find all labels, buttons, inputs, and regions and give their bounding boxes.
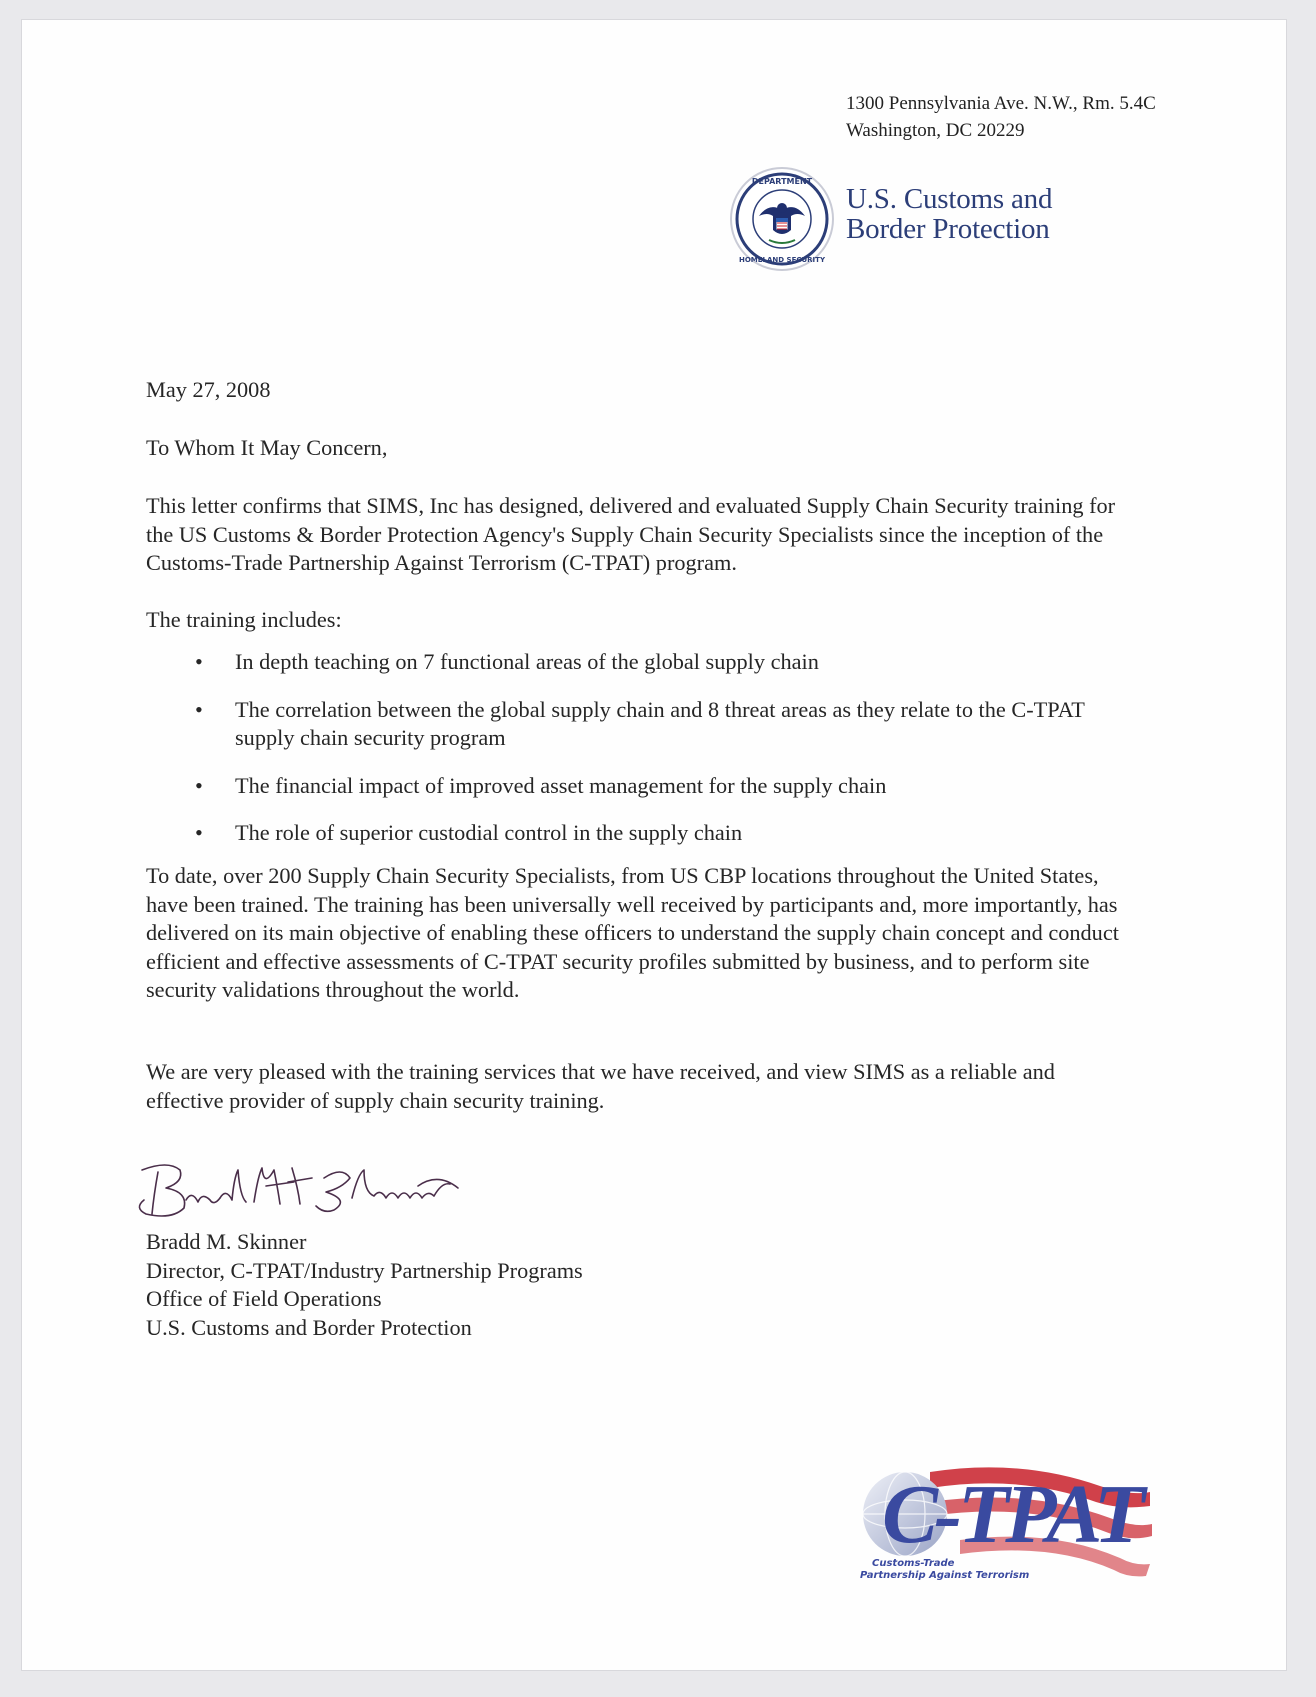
- list-item: [195, 772, 1130, 801]
- ctpat-wordmark: C-TPAT: [882, 1468, 1142, 1561]
- svg-text:HOMELAND SECURITY: HOMELAND SECURITY: [738, 256, 826, 264]
- training-includes-heading: The training includes:: [146, 607, 342, 632]
- bullet-icon: •: [195, 772, 203, 798]
- ctpat-logo: [860, 1462, 1160, 1587]
- return-address: [846, 90, 1156, 144]
- list-item: [195, 819, 1130, 848]
- dhs-seal-icon: [729, 166, 835, 272]
- ctpat-tagline-line-1: Customs-Trade: [872, 1558, 955, 1569]
- list-item-text: The correlation between the global supply chain and 8 threat areas as they relate to the C-TPAT supply chain security program: [235, 696, 1085, 750]
- signer-office: Office of Field Operations: [146, 1286, 382, 1311]
- bullet-icon: •: [195, 696, 203, 722]
- signer-agency: U.S. Customs and Border Protection: [146, 1314, 472, 1340]
- paragraph-results: To date, over 200 Supply Chain Security Specialists, from US CBP locations throughout the United States, have been trained. The training has been universally well received by participants and, more importantly, has delivered on its main objective of enabling these officers to understand the supply chain concept and conduct efficient and effective assessments of C-TPAT security profiles submitted by business, and to perform site security validations throughout the world.: [146, 863, 1119, 1002]
- agency-name: [846, 184, 1052, 244]
- address-line-1: 1300 Pennsylvania Ave. N.W., Rm. 5.4C: [846, 93, 1156, 114]
- ctpat-tagline-line-2: Partnership Against Terrorism: [860, 1570, 1030, 1581]
- bullet-icon: •: [195, 820, 203, 845]
- list-item-text: In depth teaching on 7 functional areas of the global supply chain: [235, 649, 819, 674]
- list-item-text: The financial impact of improved asset management for the supply chain: [235, 772, 887, 798]
- handwritten-signature: [128, 1148, 508, 1238]
- address-line-2: Washington, DC 20229: [846, 120, 1025, 141]
- list-item-text: The role of superior custodial control in the supply chain: [235, 820, 743, 845]
- salutation: To Whom It May Concern,: [146, 435, 388, 460]
- agency-name-line-1: U.S. Customs and: [846, 183, 1053, 215]
- bullet-icon: •: [195, 649, 203, 674]
- svg-text:DEPARTMENT: DEPARTMENT: [751, 177, 813, 186]
- training-bullet-list: [195, 648, 1130, 867]
- list-item: [195, 648, 1130, 677]
- letter-date: May 27, 2008: [146, 377, 271, 402]
- signer-name: Bradd M. Skinner: [146, 1229, 307, 1254]
- agency-name-line-2: Border Protection: [846, 213, 1050, 245]
- signature-block: [146, 1228, 583, 1342]
- paragraph-closing: We are very pleased with the training services that we have received, and view SIMS as a reliable and effective provider of supply chain security training.: [146, 1059, 1055, 1113]
- list-item: [195, 696, 1130, 753]
- signer-title: Director, C-TPAT/Industry Partnership Programs: [146, 1257, 583, 1283]
- paragraph-intro: This letter confirms that SIMS, Inc has designed, delivered and evaluated Supply Chain Security training for the US Customs & Border Protection Agency's Supply Chain Security Specialists since the inception of the Customs-Trade Partnership Against Terrorism (C-TPAT) program.: [146, 493, 1116, 575]
